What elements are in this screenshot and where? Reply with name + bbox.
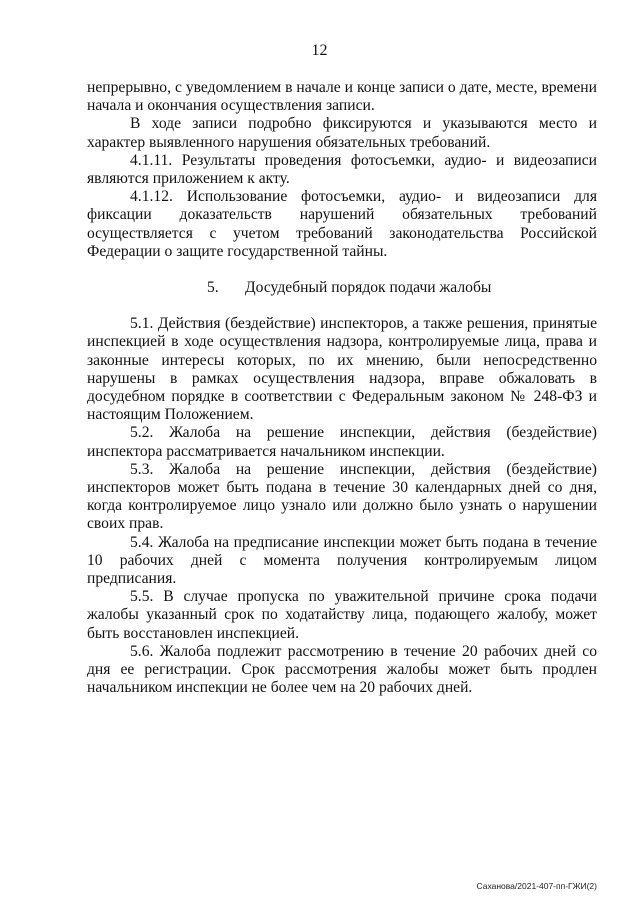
document-footer-reference: Саханова/2021-407-пп-ГЖИ(2) [476, 881, 597, 891]
paragraph-continuation: непрерывно, с уведомлением в начале и конце записи о дате, месте, времени начала и окончания осуществления записи. [87, 79, 597, 115]
paragraph-4-1-12: 4.1.12. Использование фотосъемки, аудио- и видеозаписи для фиксации доказательств нарушений обязательных требований осуществляется с учетом требований законодательства Российской Федерации о защите государственной тайны. [87, 188, 597, 260]
paragraph-5-1: 5.1. Действия (бездействие) инспекторов, а также решения, принятые инспекцией в ходе осуществления надзора, контролируемые лица, права и законные интересы которых, по их мнению, были непосредственно нарушены в рамках осуществления надзора, вправе обжаловать в досудебном порядке в соответствии с Федеральным законом № 248-ФЗ и настоящим Положением. [87, 315, 597, 424]
paragraph-5-6: 5.6. Жалоба подлежит рассмотрению в течение 20 рабочих дней со дня ее регистрации. Срок рассмотрения жалобы может быть продлен начальником инспекции не более чем на 20 рабочих дней. [87, 642, 597, 697]
paragraph-4-1-11: 4.1.11. Результаты проведения фотосъемки, аудио- и видеозаписи являются приложением к акту. [87, 151, 597, 188]
paragraph-5-4: 5.4. Жалоба на предписание инспекции может быть подана в течение 10 рабочих дней с момента получения контролируемым лицом предписания. [87, 533, 597, 588]
paragraph-5-2: 5.2. Жалоба на решение инспекции, действия (бездействие) инспектора рассматривается начальником инспекции. [87, 424, 597, 460]
section-heading [87, 279, 597, 297]
section-title: Досудебный порядок подачи жалобы [245, 279, 492, 297]
page-number: 12 [311, 42, 328, 59]
section-number: 5. [207, 279, 219, 297]
paragraph-5-5: 5.5. В случае пропуска по уважительной причине срока подачи жалобы указанный срок по ходатайству лица, подающего жалобу, может быть восстановлен инспекцией. [87, 588, 597, 642]
document-body [87, 79, 597, 698]
paragraph-recording-details: В ходе записи подробно фиксируются и указываются место и характер выявленного нарушения обязательных требований. [87, 115, 597, 151]
paragraph-5-3: 5.3. Жалоба на решение инспекции, действия (бездействие) инспекторов может быть подана в течение 30 календарных дней со дня, когда контролируемое лицо узнало или должно было узнать о нарушении своих прав. [87, 460, 597, 533]
